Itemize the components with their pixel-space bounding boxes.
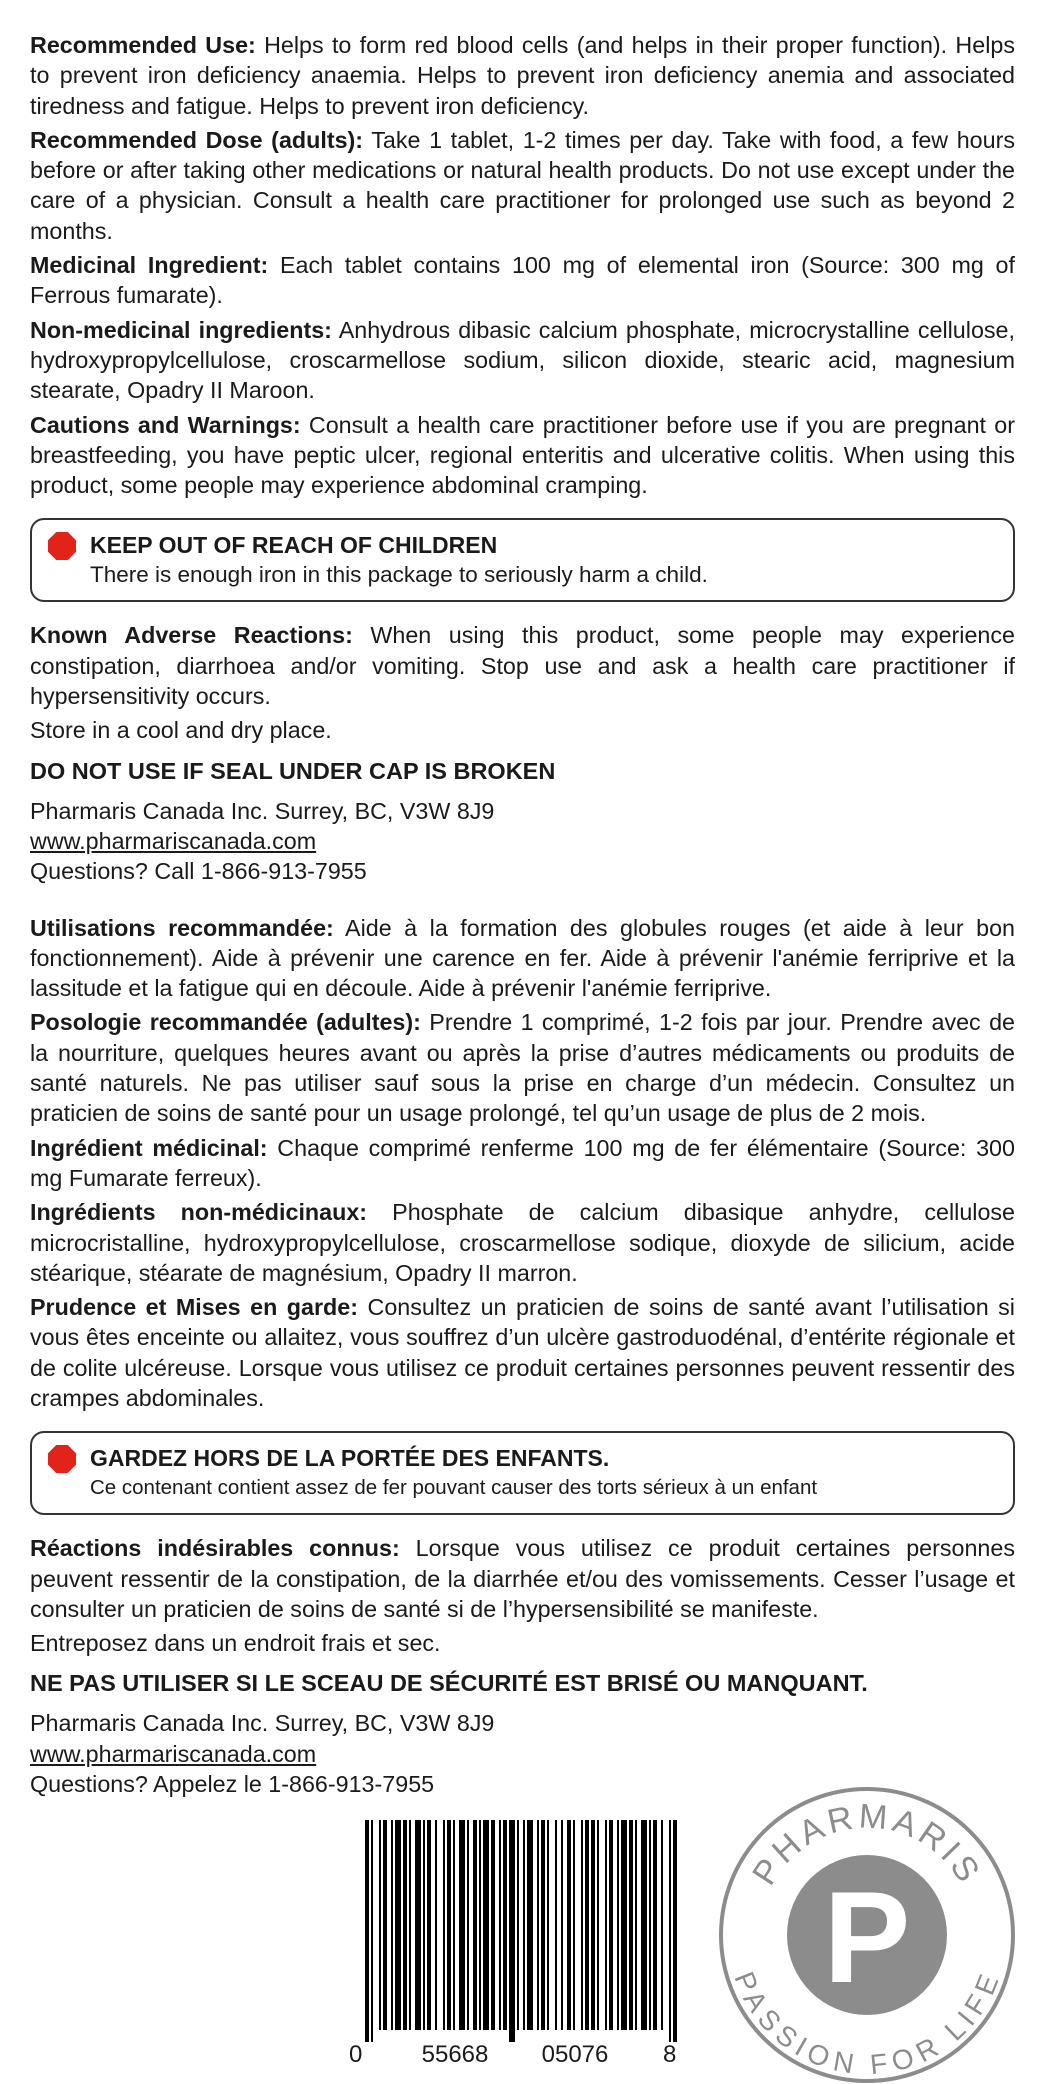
barcode-bar [503,1820,507,2030]
barcode-bar [415,1820,421,2030]
en-non-medicinal-text: Anhydrous dibasic calcium phosphate, microcrystalline cellulose, hydroxypropylcellulose, croscarmellose sodium, silicon dioxide, stearic acid, magnesium stearate, Opadry II Maroon. [30,316,1015,404]
en-storage: Store in a cool and dry place. [30,717,332,744]
barcode-bar [609,1820,613,2030]
en-warning-subtitle: There is enough iron in this package to seriously harm a child. [90,562,708,588]
barcode-bar [629,1820,633,2030]
en-cautions [30,410,1015,501]
fr-recommended-use-label: Utilisations recommandée: [30,914,334,941]
barcode-bar [517,1820,519,2030]
en-questions: Questions? Call 1-866-913-7955 [30,858,367,885]
en-medicinal-ingredient-text: Each tablet contains 100 mg of elemental iron (Source: 300 mg of Ferrous fumarate). [30,252,1015,309]
fr-adverse-reactions [30,1533,1015,1624]
fr-warning-box [30,1431,1015,1515]
fr-adverse-text: Lorsque vous utilisez ce produit certaines personnes peuvent ressentir de la constipation, de la diarrhée et/ou des vomissements. Cesser l’usage et consulter un praticien de soins de santé si de l’hypersensibilité se manifeste. [30,1535,1015,1622]
barcode-bar [567,1820,571,2030]
fr-recommended-use-text: Aide à la formation des globules rouges (et aide à leur bon fonctionnement). Aide à prévenir une carence en fer. Aide à prévenir l'anémie ferriprive et la lassitude et la fatigue qui en découle. Aide à prévenir l'anémie ferriprive. [30,914,1016,1002]
en-cautions-text: Consult a health care practitioner before use if you are pregnant or breastfeeding, you have peptic ulcer, regional enteritis and ulcerative colitis. When using this product, some people may experience abdominal cramping. [30,411,1015,499]
barcode-bar [443,1820,445,2030]
barcode-bar [527,1820,533,2030]
barcode-bar [617,1820,619,2030]
barcode-bar [673,1820,677,2042]
barcode-bar [473,1820,477,2030]
barcode-bar [541,1820,545,2030]
stop-sign-icon [48,532,76,560]
barcode-bar [379,1820,381,2030]
barcode-bar [409,1820,411,2030]
barcode-bar [605,1820,607,2030]
fr-cautions [30,1292,1015,1413]
barcode-bar [435,1820,437,2030]
barcode-bar [509,1820,515,2042]
en-company-address: Pharmaris Canada Inc. Surrey, BC, V3W 8J9 [30,797,495,824]
fr-medicinal-ingredient-text: Chaque comprimé renferme 100 mg de fer élémentaire (Source: 300 mg Fumarate ferreux). [30,1134,1015,1191]
barcode-bar [391,1820,393,2030]
barcode-bar [597,1820,599,2030]
fr-warning-title: GARDEZ HORS DE LA PORTÉE DES ENFANTS. [90,1445,610,1472]
barcode-bar [423,1820,425,2030]
barcode-group-2: 05076 [541,2041,609,2065]
en-cautions-label: Cautions and Warnings: [30,411,301,438]
logo-tagline: PASSION FOR LIFE [728,1967,1006,2081]
barcode-bar [537,1820,539,2030]
barcode-bar [483,1820,489,2030]
en-recommended-use [30,30,1015,121]
barcode-bars [365,1820,677,2042]
fr-medicinal-ingredient-label: Ingrédient médicinal: [30,1134,268,1161]
fr-recommended-dose [30,1007,1015,1128]
barcode-bar [499,1820,501,2030]
barcode-bar [491,1820,495,2030]
barcode-bar [427,1820,431,2030]
en-recommended-use-text: Helps to form red blood cells (and helps in their proper function). Helps to prevent iron deficiency anaemia. Helps to prevent iron deficiency anemia and associated tiredness and fatigue. Helps to prevent iron deficiency. [30,32,1015,119]
en-warning-box [30,518,1015,602]
en-recommended-dose-text: Take 1 tablet, 1-2 times per day. Take with food, a few hours before or after taking other medications or natural health products. Do not use except under the care of a physician. Consult a health care practitioner for prolonged use such as beyond 2 months. [30,126,1016,244]
barcode-bar [365,1820,369,2042]
fr-questions: Questions? Appelez le 1-866-913-7955 [30,1771,435,1798]
fr-seal-warning: NE PAS UTILISER SI LE SCEAU DE SÉCURITÉ EST BRISÉ OU MANQUANT. [30,1670,868,1697]
fr-non-medicinal-text: Phosphate de calcium dibasique anhydre, cellulose microcristalline, hydroxypropylcellulose, croscarmellose sodique, dioxyde de silicium, acide stéarique, stéarate de magnésium, Opadry II marron. [30,1199,1016,1286]
barcode-bar [403,1820,407,2030]
barcode-bar [635,1820,637,2030]
en-non-medicinal-label: Non-medicinal ingredients: [30,316,332,343]
logo-letter-p: P [823,1864,911,2010]
fr-company-address: Pharmaris Canada Inc. Surrey, BC, V3W 8J9 [30,1710,495,1737]
barcode-bar [555,1820,557,2030]
fr-website-link[interactable]: www.pharmariscanada.com [30,1740,317,1767]
barcode-bar [561,1820,563,2030]
barcode-digit-left: 0 [349,2041,363,2065]
barcode-bar [453,1820,455,2030]
barcode-bar [523,1820,525,2030]
barcode-bar [447,1820,451,2030]
barcode-bar [459,1820,465,2030]
en-medicinal-ingredient-label: Medicinal Ingredient: [30,252,269,279]
fr-warning-subtitle: Ce contenant contient assez de fer pouvant causer des torts sérieux à un enfant [90,1476,818,1500]
fr-storage: Entreposez dans un endroit frais et sec. [30,1630,441,1657]
barcode-bar [661,1820,663,2030]
en-adverse-label: Known Adverse Reactions: [30,622,353,649]
en-warning-title: KEEP OUT OF REACH OF CHILDREN [90,532,498,559]
fr-recommended-use [30,913,1015,1004]
logo-brand: PHARMARIS [745,1797,989,1892]
en-website-link[interactable]: www.pharmariscanada.com [30,827,317,854]
fr-recommended-dose-label: Posologie recommandée (adultes): [30,1009,421,1036]
en-medicinal-ingredient [30,250,1015,311]
barcode-bar [591,1820,595,2030]
fr-cautions-label: Prudence et Mises en garde: [30,1294,358,1321]
stop-sign-icon [48,1445,76,1473]
barcode-bar [585,1820,589,2030]
label-text [30,30,1015,1799]
en-non-medicinal [30,315,1015,406]
en-adverse-reactions [30,620,1015,711]
fr-non-medicinal-label: Ingrédients non-médicinaux: [30,1199,368,1226]
barcode-bar [641,1820,647,2030]
en-recommended-dose [30,125,1015,246]
pharmaris-logo [718,1786,1016,2084]
fr-cautions-text: Consultez un praticien de soins de santé avant l’utilisation si vous êtes enceinte ou allaitez, vous souffrez d’un ulcère gastroduodénal, d’entérite régionale et de colite ulcéreuse. Lorsque vous utilisez ce produit certaines personnes peuvent ressentir des crampes abdominales. [30,1294,1015,1411]
fr-adverse-label: Réactions indésirables connus: [30,1535,400,1562]
barcode-bar [573,1820,575,2030]
barcode-bar [371,1820,373,2042]
barcode-bar [653,1820,657,2030]
en-recommended-dose-label: Recommended Dose (adults): [30,126,364,153]
barcode-bar [547,1820,549,2030]
barcode-bar [479,1820,481,2030]
barcode-group-1: 55668 [421,2041,489,2065]
barcode-bar [383,1820,387,2030]
fr-recommended-dose-text: Prendre 1 comprimé, 1-2 fois par jour. Prendre avec de la nourriture, quelques heures avant ou après la prise d’autres médicaments ou produits de santé naturels. Ne pas utiliser sauf sous la prise en charge d’un médecin. Consultez un praticien de soins de santé pour un usage prolongé, tel qu’un usage de plus de 2 mois. [30,1009,1015,1127]
fr-medicinal-ingredient [30,1133,1015,1194]
barcode-bar [581,1820,583,2030]
fr-non-medicinal [30,1197,1015,1288]
en-recommended-use-label: Recommended Use: [30,32,256,58]
barcode-bar [395,1820,401,2030]
barcode [345,1820,690,2065]
barcode-bar [467,1820,469,2030]
barcode-bar [621,1820,627,2030]
barcode-bar [649,1820,651,2030]
barcode-digit-right: 8 [663,2041,677,2065]
barcode-bar [669,1820,671,2042]
en-adverse-text: When using this product, some people may experience constipation, diarrhoea and/or vomiting. Stop use and ask a health care practitioner if hypersensitivity occurs. [30,622,1015,710]
en-seal-warning: DO NOT USE IF SEAL UNDER CAP IS BROKEN [30,757,556,784]
